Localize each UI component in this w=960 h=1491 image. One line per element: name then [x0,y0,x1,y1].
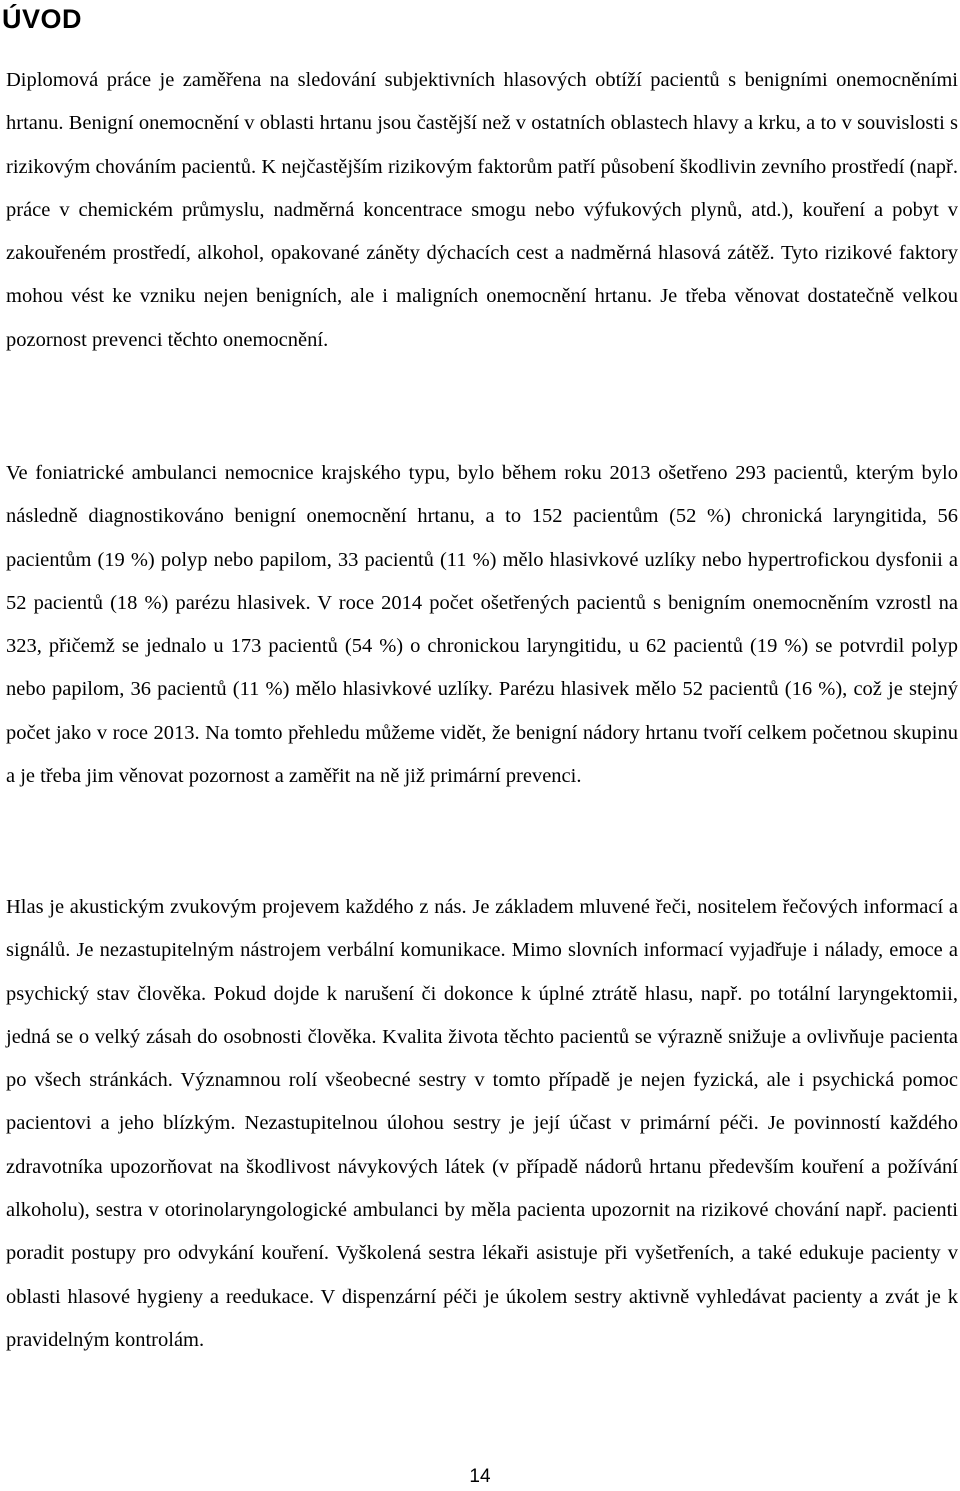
paragraph-statistics: Ve foniatrické ambulanci nemocnice krajského typu, bylo během roku 2013 ošetřeno 293 pacientů, kterým bylo následně diagnostikováno benigní onemocnění hrtanu, a to 152 pacientům (52 %) chronická laryngitida, 56 pacientům (19 %) polyp nebo papilom, 33 pacientů (11 %) mělo hlasivkové uzlíky nebo hypertrofickou dysfonii a 52 pacientů (18 %) parézu hlasivek. V roce 2014 počet ošetřených pacientů s benigním onemocněním vzrostl na 323, přičemž se jednalo u 173 pacientů (54 %) o chronickou laryngitidu, u 62 pacientů (19 %) se potvrdil polyp nebo papilom, 36 pacientů (11 %) mělo hlasivkové uzlíky. Parézu hlasivek mělo 52 pacientů (16 %), což je stejný počet jako v roce 2013. Na tomto přehledu můžeme vidět, že benigní nádory hrtanu tvoří celkem početnou skupinu a je třeba jim věnovat pozornost a zaměřit na ně již primární prevenci. [6,462,958,788]
paragraph-voice: Hlas je akustickým zvukovým projevem každého z nás. Je základem mluvené řeči, nositelem řečových informací a signálů. Je nezastupitelným nástrojem verbální komunikace. Mimo slovních informací vyjadřuje i nálady, emoce a psychický stav člověka. Pokud dojde k narušení či dokonce k úplné ztrátě hlasu, např. po totální laryngektomii, jedná se o velký zásah do osobnosti člověka. Kvalita života těchto pacientů se výrazně snižuje a ovlivňuje pacienta po všech stránkách. Významnou rolí všeobecné sestry v tomto případě je nejen fyzická, ale i psychická pomoc pacientovi a jeho blízkým. Nezastupitelnou úlohou sestry je její účast v primární péči. Je povinností každého zdravotníka upozorňovat na škodlivost návykových látek (v případě nádorů hrtanu především kouření a požívání alkoholu), sestra v otorinolaryngologické ambulanci by měla pacienta upozornit na rizikové chování např. pacienti poradit postupy pro odvykání kouření. Vyškolená sestra lékaři asistuje při vyšetřeních, a také edukuje pacienty v oblasti hlasové hygieny a reedukace. V dispenzární péči je úkolem sestry aktivně vyhledávat pacienty a zvát je k pravidelným kontrolám. [6,896,958,1351]
paragraph-intro: Diplomová práce je zaměřena na sledování subjektivních hlasových obtíží pacientů s benigními onemocněními hrtanu. Benigní onemocnění v oblasti hrtanu jsou častější než v ostatních oblastech hlavy a krku, a to v souvislosti s rizikovým chováním pacientů. K nejčastějším rizikovým faktorům patří působení škodlivin zevního prostředí (např. práce v chemickém průmyslu, nadměrná koncentrace smogu nebo výfukových plynů, atd.), kouření a pobyt v zakouřeném prostředí, alkohol, opakované záněty dýchacích cest a nadměrná hlasová zátěž. Tyto rizikové faktory mohou vést ke vzniku nejen benigních, ale i maligních onemocnění hrtanu. Je třeba věnovat dostatečně velkou pozornost prevenci těchto onemocnění. [6,69,958,351]
section-heading: ÚVOD [2,4,83,34]
page-number: 14 [469,1466,491,1487]
